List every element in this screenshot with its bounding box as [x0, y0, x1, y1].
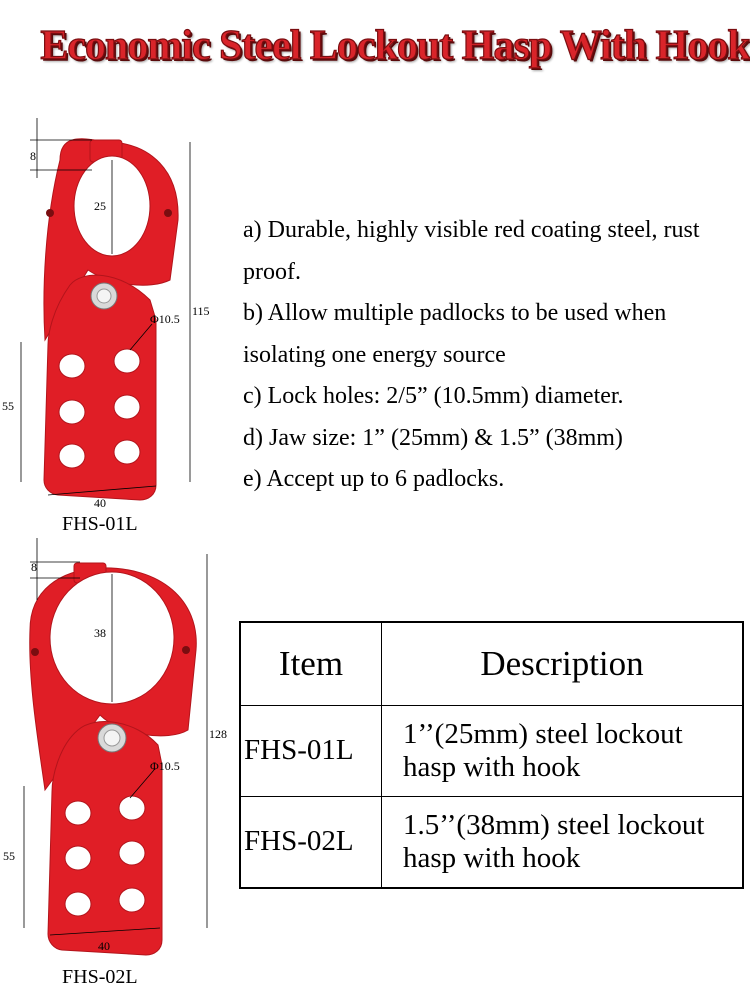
dim-top-offset: 8	[30, 149, 36, 163]
hasp-figure-fhs-02l	[0, 530, 230, 970]
dim-hole: Φ10.5	[150, 759, 180, 773]
lock-hole-shape	[114, 349, 140, 373]
cell-item: FHS-01L	[240, 706, 382, 797]
page-title: Economic Steel Lockout Hasp With Hook	[40, 23, 750, 69]
lock-hole-shape	[59, 400, 85, 424]
table-row	[240, 706, 743, 797]
lock-hole-shape	[65, 846, 91, 870]
dim-lower: 55	[3, 849, 15, 863]
lock-hole-shape	[119, 796, 145, 820]
model-label-fhs-02l: FHS-02L	[62, 966, 138, 988]
feature-item: c) Lock holes: 2/5” (10.5mm) diameter.	[243, 383, 624, 409]
header-description: Description	[382, 622, 744, 706]
pin-hole-shape	[182, 646, 190, 654]
lock-hole-shape	[59, 354, 85, 378]
hasp-plate-shape	[48, 722, 162, 955]
rivet-center-shape	[104, 730, 120, 746]
lock-hole-shape	[119, 841, 145, 865]
cell-description: 1’’(25mm) steel lockout hasp with hook	[382, 706, 744, 797]
feature-item: e) Accept up to 6 padlocks.	[243, 466, 505, 492]
model-label-fhs-01l: FHS-01L	[62, 513, 138, 535]
feature-list	[243, 210, 743, 501]
header-item: Item	[240, 622, 382, 706]
lock-hole-shape	[119, 888, 145, 912]
feature-item: b) Allow multiple padlocks to be used when isolating one energy source	[243, 300, 667, 368]
feature-item: a) Durable, highly visible red coating steel, rust proof.	[243, 217, 700, 285]
dim-width: 40	[98, 939, 110, 953]
dim-jaw: 25	[94, 199, 106, 213]
lock-hole-shape	[65, 801, 91, 825]
dim-jaw: 38	[94, 626, 106, 640]
lock-hole-shape	[65, 892, 91, 916]
cell-description: 1.5’’(38mm) steel lockout hasp with hook	[382, 796, 744, 888]
dim-height: 115	[192, 304, 210, 318]
spec-table	[239, 621, 744, 889]
pin-hole-shape	[46, 209, 54, 217]
table-row	[240, 796, 743, 888]
lock-hole-shape	[114, 440, 140, 464]
cell-item: FHS-02L	[240, 796, 382, 888]
lock-hole-shape	[59, 444, 85, 468]
hasp-figure-fhs-01l	[0, 110, 230, 510]
pin-hole-shape	[31, 648, 39, 656]
dim-hole: Φ10.5	[150, 312, 180, 326]
feature-item: d) Jaw size: 1” (25mm) & 1.5” (38mm)	[243, 424, 623, 451]
dim-height: 128	[209, 727, 227, 741]
pin-hole-shape	[164, 209, 172, 217]
lock-hole-shape	[114, 395, 140, 419]
table-header-row	[240, 622, 743, 706]
dim-lower: 55	[2, 399, 14, 413]
dim-top-offset: 8	[31, 560, 37, 574]
dim-width: 40	[94, 496, 106, 510]
rivet-center-shape	[97, 289, 111, 303]
